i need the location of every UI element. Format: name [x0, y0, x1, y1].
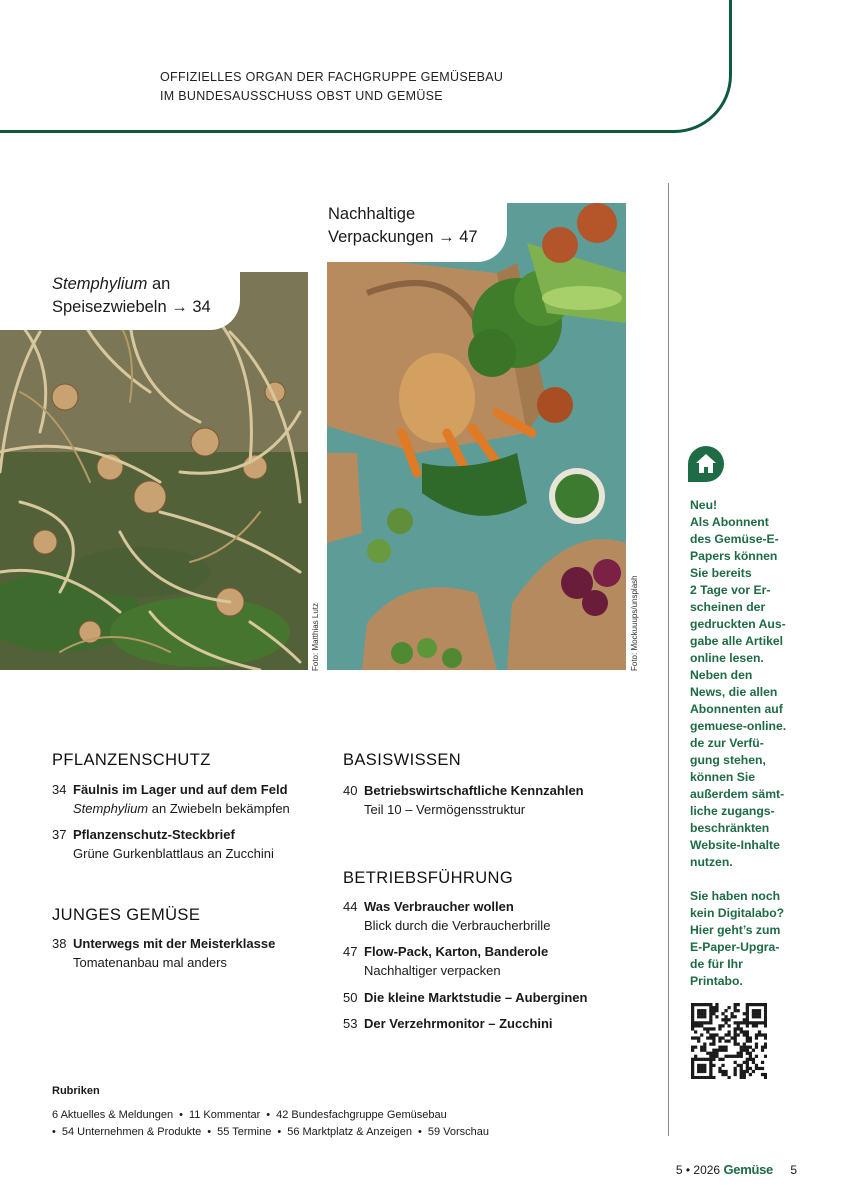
- toc-subtitle-italic: Stemphylium: [73, 801, 149, 816]
- promo-line: News, die allen: [690, 685, 778, 699]
- caption-onion-line-1: [52, 273, 240, 296]
- promo-line: liche zugangs-: [690, 804, 775, 818]
- page-number: 5: [790, 1163, 797, 1177]
- caption-pack-text: Verpackungen: [328, 228, 434, 246]
- toc-title: Unterwegs mit der Meisterklasse: [73, 936, 276, 951]
- section-title-betriebsfuehrung: BETRIEBSFÜHRUNG: [343, 869, 514, 887]
- promo-line: Neben den: [690, 668, 753, 682]
- rubrik-item[interactable]: 56 Marktplatz & Anzeigen: [287, 1126, 412, 1138]
- toc-subtitle: Tomatenanbau mal anders: [73, 955, 227, 970]
- organ-line-1: OFFIZIELLES ORGAN DER FACHGRUPPE GEMÜSEBAU: [160, 70, 504, 84]
- vegetables-packaging-photo[interactable]: [327, 203, 626, 670]
- promo-line: gung stehen,: [690, 753, 766, 767]
- caption-pack-line-2: [328, 226, 507, 249]
- rubrik-item[interactable]: 11 Kommentar: [188, 1109, 261, 1121]
- toc-entry[interactable]: [52, 780, 290, 818]
- toc-entry[interactable]: [52, 825, 274, 863]
- caption-onion-text: Speisezwiebeln: [52, 298, 167, 316]
- toc-title: Der Verzehrmonitor – Zucchini: [364, 1016, 553, 1031]
- toc-entry[interactable]: [343, 897, 550, 935]
- promo-line: können Sie: [690, 770, 756, 784]
- toc-subtitle: Grüne Gurkenblattlaus an Zucchini: [73, 846, 274, 861]
- photo-credit-packaging: Foto: Mockuuups/unsplash: [630, 575, 639, 671]
- bullet-icon: •: [207, 1126, 212, 1138]
- caption-onion-line-2: [52, 296, 240, 319]
- home-glyph: [688, 446, 724, 482]
- promo-line: nutzen.: [690, 855, 733, 869]
- section-title-basiswissen: BASISWISSEN: [343, 751, 462, 769]
- rubrik-item[interactable]: 6 Aktuelles & Meldungen: [52, 1109, 174, 1121]
- promo-line: gedruckten Aus-: [690, 617, 786, 631]
- caption-onion-page: 34: [192, 298, 211, 316]
- promo-line: beschränkten: [690, 821, 770, 835]
- header-frame: [0, 0, 732, 133]
- section-title-pflanzenschutz: PFLANZENSCHUTZ: [52, 751, 211, 769]
- toc-page-number: 44: [343, 899, 358, 914]
- toc-title: Pflanzenschutz-Steckbrief: [73, 827, 235, 842]
- promo-line: online lesen.: [690, 651, 764, 665]
- promo-paragraph-1: [690, 497, 810, 871]
- caption-pack-page: 47: [459, 228, 478, 246]
- promo-line: Sie bereits: [690, 566, 752, 580]
- promo-line: Papers können: [690, 549, 778, 563]
- toc-entry[interactable]: [343, 942, 548, 980]
- promo-link-line: Hier geht’s zum: [690, 923, 781, 937]
- promo-paragraph-2[interactable]: [690, 888, 810, 990]
- toc-page-number: 47: [343, 944, 358, 959]
- promo-line: des Gemüse-E-: [690, 532, 779, 546]
- promo-line: Website-Inhalte: [690, 838, 780, 852]
- home-icon[interactable]: [688, 446, 724, 482]
- promo-line: gabe alle Artikel: [690, 634, 784, 648]
- promo-line: scheinen der: [690, 600, 766, 614]
- toc-subtitle: Teil 10 – Vermögensstruktur: [364, 802, 526, 817]
- promo-line: Abonnenten auf: [690, 702, 783, 716]
- promo-line: de zur Verfü-: [690, 736, 764, 750]
- toc-entry[interactable]: [343, 988, 587, 1007]
- onion-field-illustration: [0, 272, 308, 670]
- toc-page-number: 34: [52, 782, 67, 797]
- rubriken-line-1: [52, 1109, 447, 1121]
- epaper-promo: [690, 497, 810, 1007]
- rubrik-item[interactable]: 42 Bundesfachgruppe Gemüsebau: [276, 1109, 447, 1121]
- promo-line: Neu!: [690, 498, 718, 512]
- promo-link-line: kein Digitalabo?: [690, 906, 785, 920]
- promo-line: gemuese-online.: [690, 719, 787, 733]
- brand-logo: Gemüse: [723, 1162, 773, 1177]
- promo-line: 2 Tage vor Er-: [690, 583, 771, 597]
- sidebar-divider: [668, 183, 669, 1136]
- promo-link-line: Printabo.: [690, 974, 743, 988]
- bullet-icon: •: [266, 1109, 271, 1121]
- photo-credit-onion: Foto: Matthias Lutz: [311, 602, 320, 671]
- qr-code-graphic: [691, 1003, 767, 1079]
- toc-title: Was Verbraucher wollen: [364, 899, 514, 914]
- bullet-icon: •: [277, 1126, 282, 1138]
- toc-entry[interactable]: [343, 1014, 553, 1033]
- organ-line-2: IM BUNDESAUSSCHUSS OBST UND GEMÜSE: [160, 89, 443, 103]
- toc-entry[interactable]: [52, 934, 275, 972]
- toc-subtitle-rest: an Zwiebeln bekämpfen: [148, 801, 290, 816]
- toc-title: Die kleine Marktstudie – Auberginen: [364, 990, 588, 1005]
- publication-organ-note: [160, 68, 503, 106]
- rubriken-line-2: [52, 1126, 489, 1138]
- toc-page-number: 50: [343, 990, 358, 1005]
- vegetables-illustration: [327, 203, 626, 670]
- arrow-icon: →: [438, 228, 455, 246]
- section-title-junges-gemuese: JUNGES GEMÜSE: [52, 906, 201, 924]
- rubrik-item[interactable]: 54 Unternehmen & Produkte: [61, 1126, 202, 1138]
- qr-code[interactable]: [691, 1003, 767, 1079]
- bullet-icon: •: [417, 1126, 422, 1138]
- promo-link-line: Sie haben noch: [690, 889, 781, 903]
- rubrik-item[interactable]: 59 Vorschau: [427, 1126, 489, 1138]
- toc-page-number: 40: [343, 783, 358, 798]
- bullet-icon: •: [52, 1126, 56, 1138]
- toc-subtitle: [52, 799, 290, 818]
- feature-caption-packaging[interactable]: [321, 200, 507, 262]
- toc-subtitle: Blick durch die Verbraucherbrille: [364, 918, 551, 933]
- caption-onion-italic: Stemphylium: [52, 275, 148, 293]
- arrow-icon: →: [171, 298, 188, 316]
- caption-pack-line-1: Nachhaltige: [328, 205, 416, 223]
- page-footer: [676, 1162, 797, 1177]
- bullet-icon: •: [179, 1109, 183, 1121]
- toc-page-number: 38: [52, 936, 67, 951]
- rubrik-item[interactable]: 55 Termine: [217, 1126, 272, 1138]
- toc-page-number: 53: [343, 1016, 358, 1031]
- feature-caption-onion[interactable]: [0, 268, 240, 330]
- issue-number: 5 • 2026: [675, 1163, 721, 1177]
- onion-field-photo[interactable]: [0, 272, 308, 670]
- toc-page-number: 37: [52, 827, 67, 842]
- toc-title: Flow-Pack, Karton, Banderole: [364, 944, 549, 959]
- promo-line: Als Abonnent: [690, 515, 769, 529]
- toc-subtitle: Nachhaltiger verpacken: [364, 963, 501, 978]
- toc-entry[interactable]: [343, 781, 584, 819]
- caption-onion-rest: an: [147, 275, 171, 293]
- rubriken-title: Rubriken: [52, 1085, 100, 1097]
- promo-line: außerdem sämt-: [690, 787, 785, 801]
- promo-link-line: E-Paper-Upgra-: [690, 940, 780, 954]
- toc-title: Fäulnis im Lager und auf dem Feld: [73, 782, 288, 797]
- promo-link-line: de für Ihr: [690, 957, 743, 971]
- toc-title: Betriebswirtschaftliche Kennzahlen: [364, 783, 584, 798]
